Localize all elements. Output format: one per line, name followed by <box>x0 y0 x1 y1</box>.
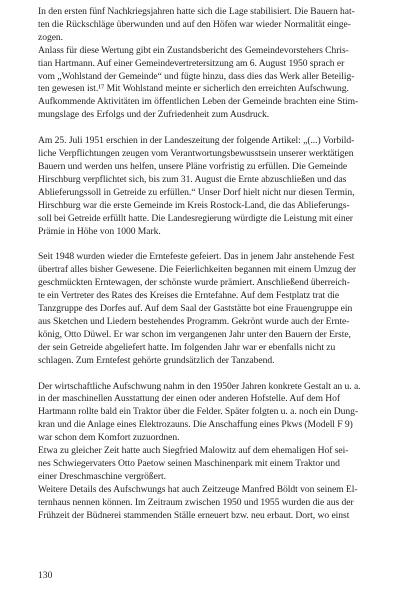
paragraph-economic-upswing: Der wirtschaftliche Aufschwung nahm in den 1950er Jahren konkrete Gestalt an u. a. in der maschinellen Ausstattung der einen oder anderen Hofstelle. Auf dem Hof Hartmann rollte bald ein Traktor über die Felder. Später folgten u. a. noch ein Dung- kran und die Anlage eines Elektrozauns. Die Anschaffung eines Pkws (Modell F 9) war schon dem Komfort zuzuordnen. Etwa zu gleicher Zeit hatte auch Siegfried Malowitz auf dem ehemaligen Hof sei- nes Schwiegervaters Otto Paetow seinen Maschinenpark mit einem Traktor und einer Dreschmaschine vergrößert. Weitere Details des Aufschwungs hat auch Zeitzeuge Manfred Böldt von seinem El- ternhaus nennen können. Im Zeitraum zwischen 1950 und 1955 wurden die aus der Frühzeit der Büdnerei stammenden Ställe erneuert bzw. neu erbaut. Dort, wo einst <box>38 380 361 521</box>
paragraph-postwar-stabilization: In den ersten fünf Nachkriegsjahren hatte sich die Lage stabilisiert. Die Bauern hat- ten die Rückschläge überwunden und auf den Höfen war wieder Normalität einge- zogen. Anlass für diese Wertung gibt ein Zustandsbericht des Gemeindevorstehers Chris- tian Hartmann. Auf einer Gemeindevertretersitzung am 6. August 1950 sprach er vom „Wohlstand der Gemeinde“ und fügte hinzu, dass dies das Werk aller Beteilig- ten gewesen ist.¹⁷ Mit Wohlstand meinte er sicherlich den erreichten Aufschwung. Aufkommende Aktivitäten im öffentlichen Leben der Gemeinde brachten eine Stim- mungslage des Erfolgs und der Zufriedenheit zum Ausdruck. <box>38 6 359 121</box>
paragraph-harvest-festival: Seit 1948 wurden wieder die Erntefeste gefeiert. Das in jenem Jahr anstehende Fest übertraf alles bisher Gewesene. Die Feierlichkeiten begannen mit einem Umzug der geschmückten Erntewagen, der schönste wurde prämiert. Anschließend überreich- te ein Vertreter des Rates des Kreises die Erntefahne. Auf dem Festplatz trat die Tanzgruppe des Dorfes auf. Auf dem Saal der Gaststätte bot eine Frauengruppe ein aus Sketchen und Liedern bestehendes Programm. Gekrönt wurde auch der Ernte- könig, Otto Düwel. Er war schon im vergangenen Jahr unter den Bauern der Erste, der sein Getreide abgeliefert hatte. Im folgenden Jahr war er ebenfalls nicht zu schlagen. Zum Erntefest gehörte grundsätzlich der Tanzabend. <box>38 251 357 366</box>
page-number: 130 <box>38 570 53 581</box>
paragraph-newspaper-article: Am 25. Juli 1951 erschien in der Landeszeitung der folgende Artikel: „(...) Vorbild- liche Verpflichtungen zeugen vom Verantwortungsbewusstsein unserer werktätigen Bauern und werden uns helfen, unsere Pläne vorfristig zu erfüllen. Die Gemeinde Hirschburg verpflichtet sich, bis zum 31. August die Ernte abzuschließen und das Ablieferungssoll in Getreide zu erfüllen.“ Unser Dorf hielt nicht nur diesen Termin, Hirschburg war die erste Gemeinde im Kreis Rostock-Land, die das Ablieferungs- soll bei Getreide erfüllt hatte. Die Landesregierung würdigte die Leistung mit einer Prämie in Höhe von 1000 Mark. <box>38 135 355 237</box>
paragraph-gap <box>38 368 386 381</box>
paragraph-gap <box>38 122 386 135</box>
paragraph-gap <box>38 238 386 251</box>
